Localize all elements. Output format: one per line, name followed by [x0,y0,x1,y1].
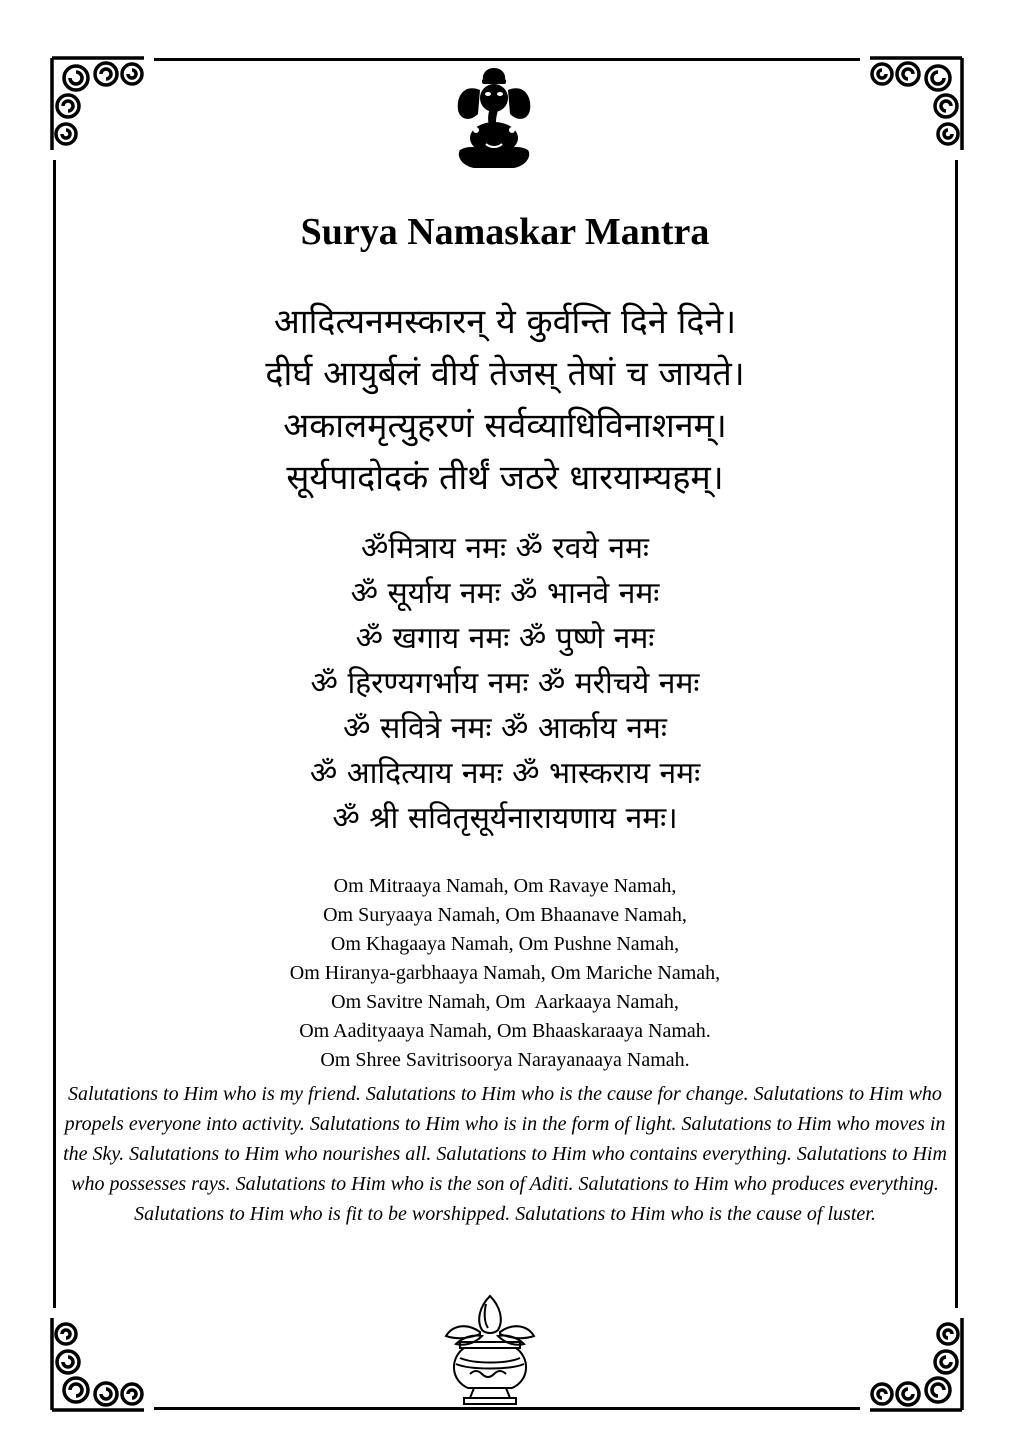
translit-line: Om Khagaaya Namah, Om Pushne Namah, [330,933,680,955]
mantra-line: ॐ खगाय नमः ॐ पुष्णे नमः [355,621,655,656]
corner-ornament-top-left [44,50,154,160]
translit-line: Om Suryaaya Namah, Om Bhaanave Namah, [323,904,687,926]
translit-line: Om Savitre Namah, Om Aarkaaya Namah, [331,991,679,1013]
sanskrit-shloka [60,296,950,504]
mantra-line: ॐमित्राय नमः ॐ रवये नमः [361,531,649,566]
shloka-line: दीर्घ आयुर्बलं वीर्य तेजस् तेषां च जायते। [265,354,745,394]
meaning-paragraph: Salutations to Him who is my friend. Salutations to Him who is the cause for change. Salutations to Him who propels everyone into activity. Salutations to Him who is in the form of light. Salutations to Him who moves in the Sky. Salutations to Him who nourishes all. Salutations to Him who contains everything. Salutations to Him who possesses rays. Salutations to Him who is the son of Aditi. Salutations to Him who produces everything. Salutations to Him who is fit to be worshipped. Salutations to Him who is the cause of luster. [63,1083,947,1225]
corner-ornament-top-right [860,50,970,160]
corner-ornament-bottom-left [44,1308,154,1418]
shloka-line: आदित्यनमस्कारन् ये कुर्वन्ति दिने दिने। [273,302,737,342]
shloka-line: सूर्यपादोदकं तीर्थं जठरे धारयाम्यहम्। [286,458,724,498]
corner-ornament-bottom-right [860,1308,970,1418]
ganesha-icon [446,64,542,172]
translit-line: Om Shree Savitrisoorya Narayanaaya Namah. [320,1049,690,1071]
translit-line: Om Mitraaya Namah, Om Ravaye Namah, [333,875,677,897]
mantra-line: ॐ सूर्याय नमः ॐ भानवे नमः [350,576,660,611]
mantra-line: ॐ श्री सवितृसूर्यनारायणाय नमः। [332,801,678,836]
english-meaning [62,1079,948,1229]
sanskrit-names-list [60,526,950,841]
transliteration [60,872,950,1075]
mantra-line: ॐ हिरण्यगर्भाय नमः ॐ मरीचये नमः [310,666,700,701]
page-title: Surya Namaskar Mantra [300,211,710,253]
mantra-line: ॐ आदित्याय नमः ॐ भास्कराय नमः [309,756,701,791]
mantra-line: ॐ सवित्रे नमः ॐ आर्काय नमः [343,711,667,746]
shloka-line: अकालमृत्युहरणं सर्वव्याधिविनाशनम्। [283,406,727,446]
kalash-icon [440,1292,540,1410]
translit-line: Om Aadityaaya Namah, Om Bhaaskaraaya Namah. [299,1020,711,1042]
translit-line: Om Hiranya-garbhaaya Namah, Om Mariche Namah, [289,962,721,984]
